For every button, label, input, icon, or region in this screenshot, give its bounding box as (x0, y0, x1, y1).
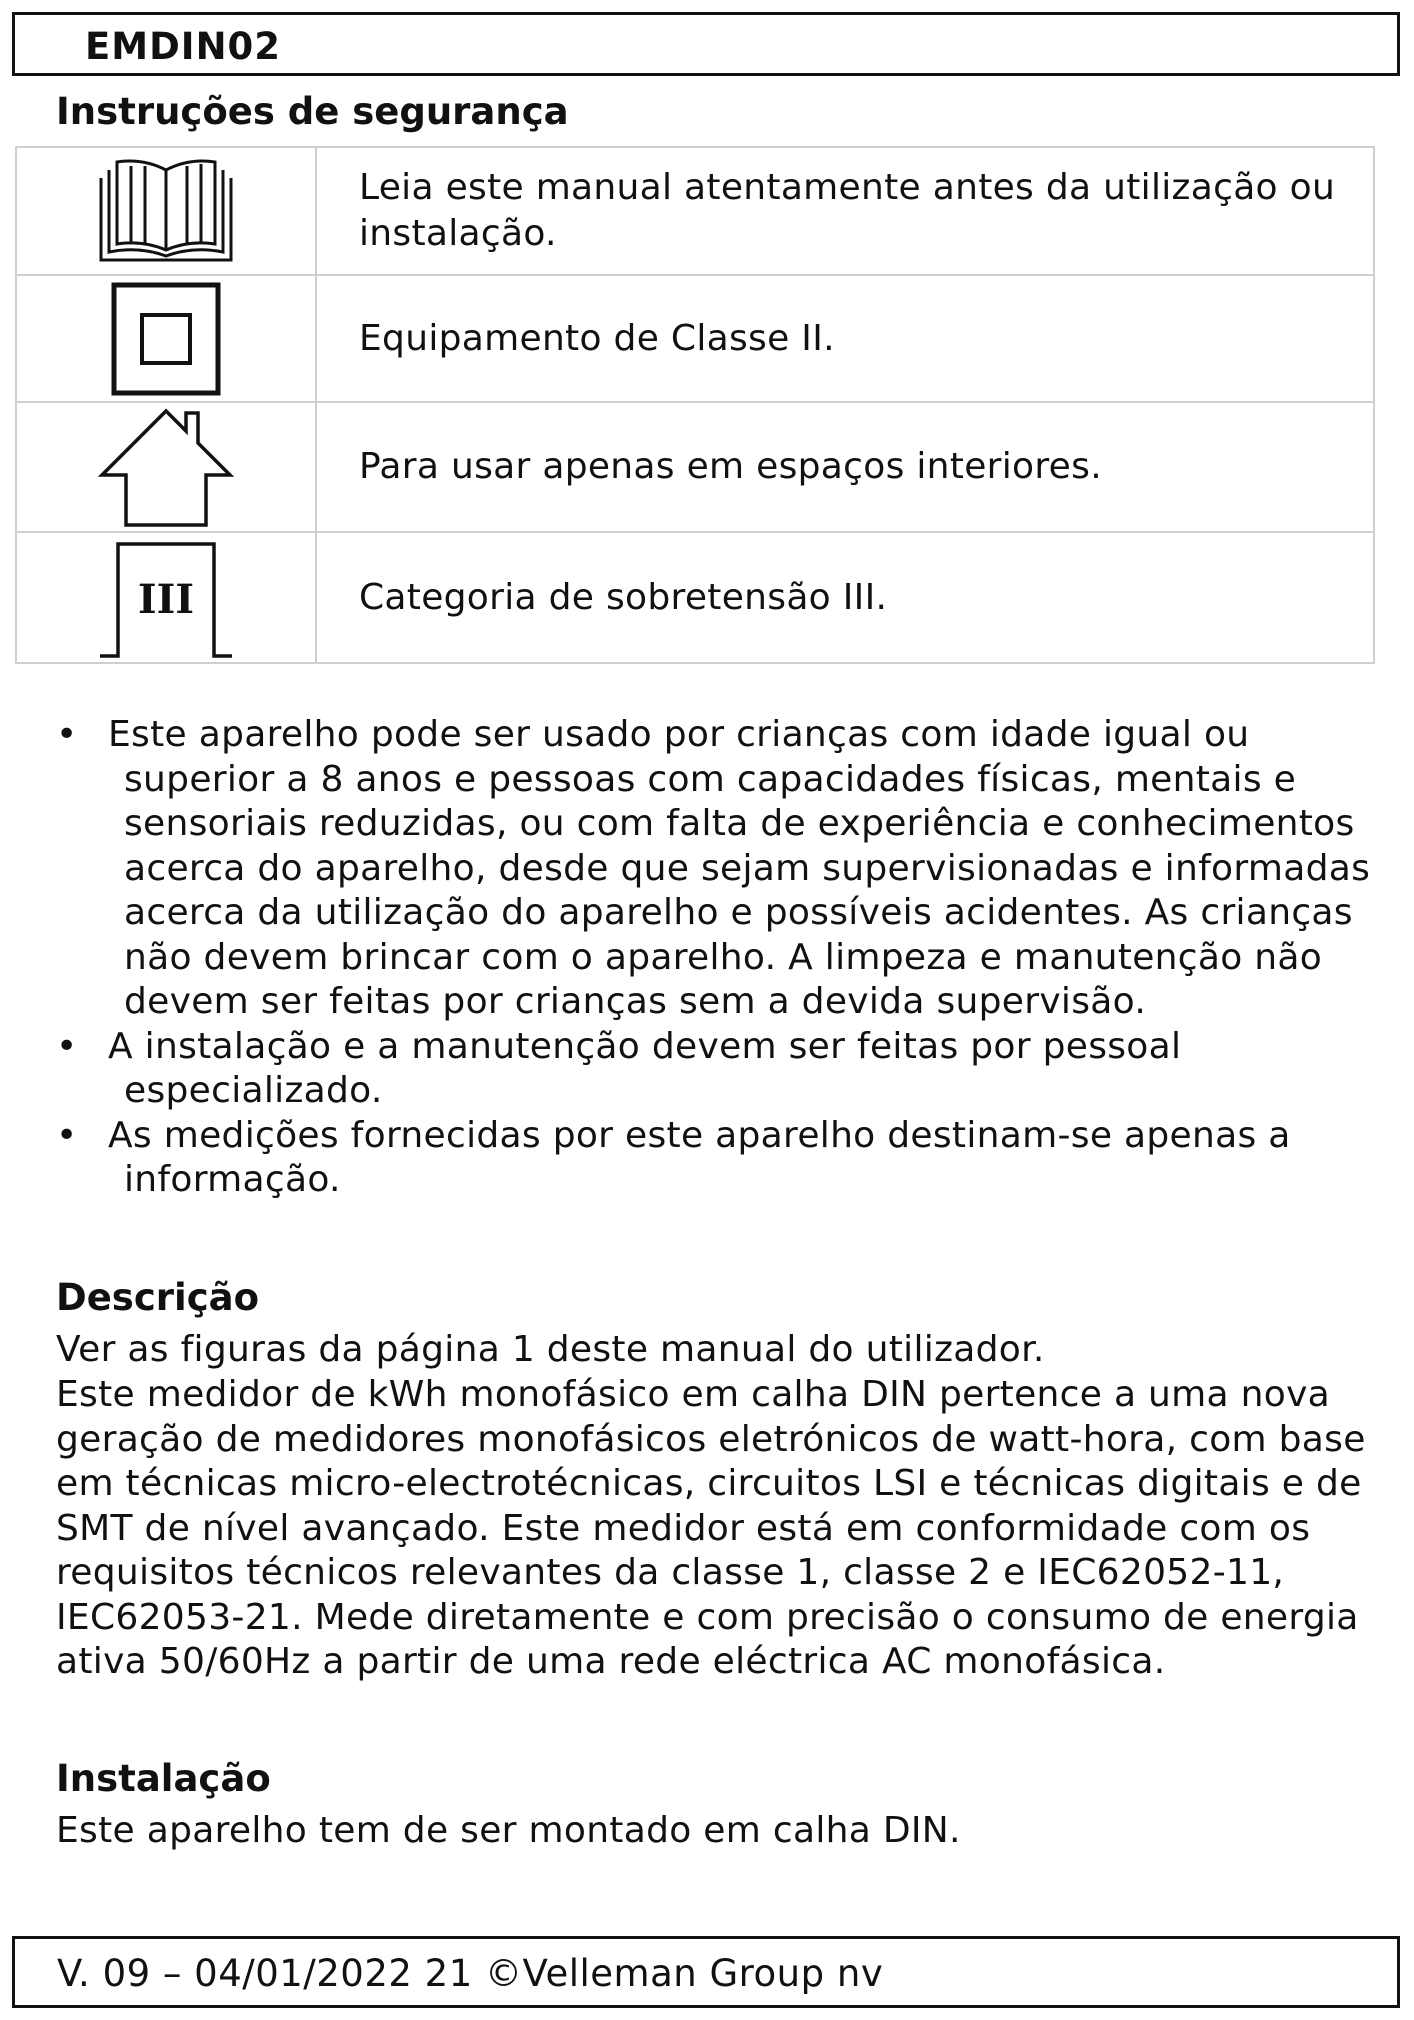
overvoltage-category-label: III (137, 575, 195, 623)
bullet-text: Este aparelho pode ser usado por crianças com idade igual ou superior a 8 anos e pessoas com capacidades físicas, mentais e sensoriais reduzidas, ou com falta de experiência e conhecimentos acerca do aparelho, desde que sejam supervisionadas e informadas acerca da utilização do aparelho e possíveis acidentes. As crianças não devem brincar com o aparelho. A limpeza e manutenção não devem ser feitas por crianças sem a devida supervisão. (108, 714, 1371, 1022)
indoor-house-icon (96, 405, 236, 529)
icon-cell (16, 402, 316, 532)
safety-text: Categoria de sobretensão III. (316, 532, 1374, 663)
class-ii-icon (106, 281, 226, 397)
footer-box (12, 1936, 1400, 2008)
installation-body: Este aparelho tem de ser montado em calha DIN. (56, 1810, 961, 1851)
manual-book-icon (91, 156, 241, 266)
safety-text: Para usar apenas em espaços interiores. (316, 402, 1374, 532)
description-intro: Ver as figuras da página 1 deste manual do utilizador. (56, 1329, 1045, 1370)
header-box (12, 12, 1400, 76)
bullet-dot-icon: • (56, 714, 78, 755)
description-heading: Descrição (56, 1276, 260, 1319)
model-title: EMDIN02 (85, 25, 282, 68)
safety-text: Leia este manual atentamente antes da utilização ou instalação. (316, 147, 1374, 275)
table-row (16, 275, 1374, 402)
icon-cell (16, 275, 316, 402)
list-item (56, 1025, 1386, 1114)
table-row (16, 402, 1374, 532)
safety-text: Equipamento de Classe II. (316, 275, 1374, 402)
safety-heading: Instruções de segurança (56, 90, 569, 133)
table-row (16, 147, 1374, 275)
list-item (56, 713, 1386, 1025)
list-item (56, 1114, 1386, 1203)
bullet-dot-icon: • (56, 1114, 78, 1156)
icon-cell (16, 532, 316, 663)
table-row (16, 532, 1374, 663)
safety-bullet-list (56, 713, 1386, 1203)
icon-cell (16, 147, 316, 275)
safety-symbols-table (15, 146, 1375, 664)
bullet-text: As medições fornecidas por este aparelho destinam-se apenas a informação. (108, 1114, 1291, 1200)
footer-version: V. 09 – 04/01/2022 21 ©Velleman Group nv (57, 1952, 884, 1995)
bullet-text: A instalação e a manutenção devem ser feitas por pessoal especializado. (108, 1025, 1182, 1111)
overvoltage-category-icon (96, 536, 236, 660)
bullet-dot-icon: • (56, 1025, 78, 1067)
installation-heading: Instalação (56, 1757, 271, 1800)
description-body: Este medidor de kWh monofásico em calha DIN pertence a uma nova geração de medidores monofásicos eletrónicos de watt-hora, com base em técnicas micro-electrotécnicas, circuitos LSI e técnicas digitais e de SMT de nível avançado. Este medidor está em conformidade com os requisitos técnicos relevantes da classe 1, classe 2 e IEC62052-11, IEC62053-21. Mede diretamente e com precisão o consumo de energia ativa 50/60Hz a partir de uma rede eléctrica AC monofásica. (56, 1374, 1366, 1682)
